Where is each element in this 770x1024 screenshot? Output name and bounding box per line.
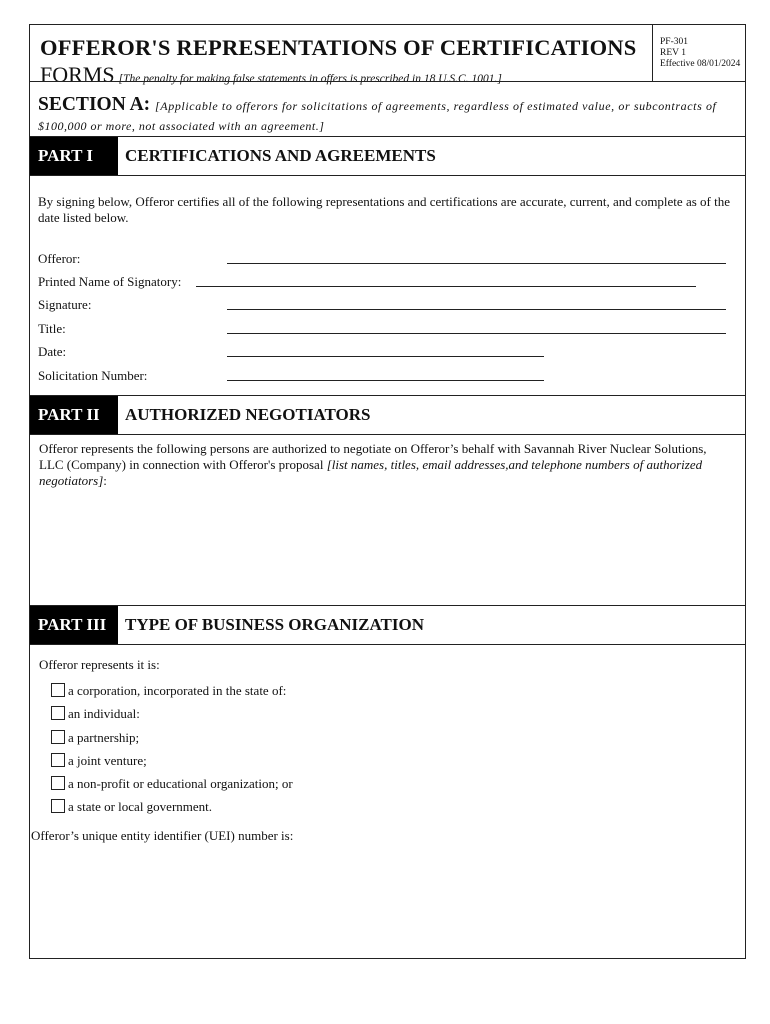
section-a-heading (38, 94, 716, 116)
checkbox[interactable] (51, 753, 65, 767)
section-a-note: [Applicable to offerors for solicitations of agreements, regardless of estimated value, or subcontracts of (155, 99, 717, 113)
part2-text (39, 441, 709, 489)
part3-header (30, 606, 745, 644)
effective-date: Effective 08/01/2024 (660, 59, 741, 69)
option-corporation[interactable] (51, 683, 286, 699)
signature-field[interactable] (227, 309, 726, 310)
offeror-label: Offeror: (38, 251, 81, 266)
title-label: Title: (38, 321, 66, 336)
section-a-note-cont: $100,000 or more, not associated with an agreement.] (38, 119, 325, 133)
option-individual[interactable] (51, 706, 140, 722)
divider (30, 434, 745, 435)
revision-box (652, 25, 747, 81)
printed-name-field[interactable] (196, 286, 696, 287)
part1-intro: By signing below, Offeror certifies all of the following representations and certifications are accurate, current, and complete as of the date listed below. (38, 194, 730, 225)
checkbox[interactable] (51, 683, 65, 697)
form-title-line2 (40, 62, 502, 88)
form-title: OFFEROR'S REPRESENTATIONS OF CERTIFICATIONS (40, 35, 637, 60)
date-label: Date: (38, 344, 67, 359)
option-label: a non-profit or educational organization; or (68, 776, 293, 791)
divider (30, 175, 745, 176)
checkbox[interactable] (51, 799, 65, 813)
divider (30, 644, 745, 645)
offeror-field[interactable] (227, 263, 726, 264)
part1-label: PART I (30, 137, 118, 175)
part2-title: AUTHORIZED NEGOTIATORS (125, 405, 371, 424)
uei-entry-area[interactable] (39, 850, 729, 950)
part3-title: TYPE OF BUSINESS ORGANIZATION (125, 615, 424, 634)
option-label: an individual: (68, 706, 140, 721)
option-label: a corporation, incorporated in the state of: (68, 683, 287, 698)
option-label: a joint venture; (68, 753, 147, 768)
date-field[interactable] (227, 356, 544, 357)
option-joint-venture[interactable] (51, 753, 147, 769)
uei-label: Offeror’s unique entity identifier (UEI) number is: (31, 828, 294, 843)
solicitation-number-label: Solicitation Number: (38, 368, 148, 383)
certification-form (29, 24, 746, 959)
checkbox[interactable] (51, 730, 65, 744)
solicitation-number-field[interactable] (227, 380, 544, 381)
negotiators-entry-area[interactable] (39, 495, 729, 595)
part2-instruction: [list names, titles, email addresses,and telephone numbers of authorized negotiators] (39, 457, 703, 488)
printed-name-label: Printed Name of Signatory: (38, 274, 182, 289)
part2-colon: : (103, 473, 107, 488)
part3-intro: Offeror represents it is: (39, 657, 160, 672)
option-government[interactable] (51, 799, 212, 815)
part2-header (30, 396, 745, 434)
divider (30, 81, 745, 82)
signature-label: Signature: (38, 297, 92, 312)
form-title-forms: FORMS (40, 62, 115, 87)
part1-header (30, 137, 745, 175)
part2-statement: Offeror represents the following persons are authorized to negotiate on Offeror’s behalf with Savannah River Nuclear Solutions, LLC (Company) in connection with Offeror's proposal (39, 441, 707, 472)
part2-label: PART II (30, 396, 118, 434)
option-partnership[interactable] (51, 730, 139, 746)
part3-label: PART III (30, 606, 118, 644)
option-label: a state or local government. (68, 799, 213, 814)
option-non-profit[interactable] (51, 776, 293, 792)
checkbox[interactable] (51, 706, 65, 720)
part1-title: CERTIFICATIONS AND AGREEMENTS (125, 146, 436, 165)
section-a-label: SECTION A: (38, 94, 151, 115)
revision-number: REV 1 (660, 48, 686, 58)
penalty-note: [The penalty for making false statements in offers is prescribed in 18 U.S.C. 1001.] (118, 73, 502, 85)
title-field[interactable] (227, 333, 726, 334)
form-id: PF-301 (660, 37, 688, 47)
checkbox[interactable] (51, 776, 65, 790)
option-label: a partnership; (68, 730, 140, 745)
